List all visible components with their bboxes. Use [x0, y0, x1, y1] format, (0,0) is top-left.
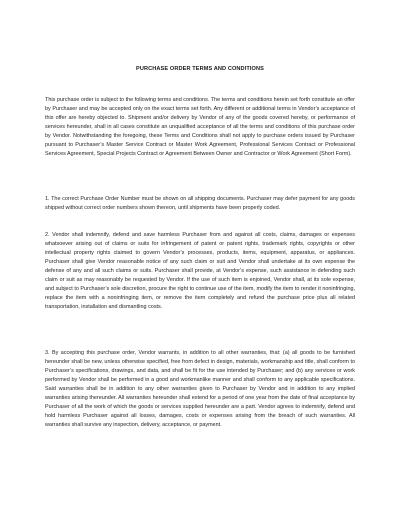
intro-paragraph: This purchase order is subject to the following terms and conditions. The terms and conditions herein set forth constitute an offer by Purchaser and may be accepted only on the exact terms set forth. Any different or additional terms in Vendor’s acceptance of this offer are hereby objected to. Shipment and/or delivery by Vendor of any of the goods covered hereby, or performance of services hereunder, shall in all cases constitute an unqualified acceptance of all the terms and conditions of this purchase order by Vendor. Notwithstanding the foregoing, these Terms and Conditions shall not apply to purchase orders issued by Purchaser pursuant to Purchaser’s Master Service Contract or Master Work Agreement, Professional Services Contract or Professional Services Agreement, Special Projects Contract or Agreement Between Owner and Contractor or Work Agreement (Short Form).	[45, 97, 355, 157]
document-title: PURCHASE ORDER TERMS AND CONDITIONS	[136, 66, 264, 72]
clause-2-paragraph: 2. Vendor shall indemnify, defend and save harmless Purchaser from and against all costs, claims, damages or expenses whatsoever arising out of claims or suits for infringement of patent or patent rights, trademark rights, copyrights or other intellectual property rights claimed to govern Vendor’s processes, products, items, equipment, apparatus, or appliances. Purchaser shall give Vendor reasonable notice of any such claim or suit and Vendor shall undertake at its own expense the defense of any and all such claims or suits. Purchaser shall provide, at Vendor’s expense, such assistance in defending such claim or suit as may reasonably be requested by Vendor. If the use of such item is enjoined, Vendor shall, at its sole expense, and subject to Purchaser’s sole discretion, procure the right to continue use of the item, modify the item to render it noninfringing, replace the item with a noninfringing item, or remove the item completely and refund the purchase price plus all related transportation, installation and dismantling costs.	[45, 232, 355, 310]
clause-1-paragraph: 1. The correct Purchase Order Number must be shown on all shipping documents. Purchaser may defer payment for any goods shipped without correct order numbers shown thereon, until shipments have been properly coded.	[45, 196, 355, 211]
clause-3-paragraph: 3. By accepting this purchase order, Vendor warrants, in addition to all other warranties, that: (a) all goods to be furnished hereunder shall be new, unless otherwise specified, free from defect in design, materials, workmanship and title, shall conform to Purchaser’s specifications, drawings, and data, and shall be fit for the use intended by Purchaser; and (b) any services or work performed by Vendor shall be performed in a good and workmanlike manner and shall conform to any applicable specifications. Said warranties shall be in addition to any other warranties given to Purchaser by Vendor and in addition to any implied warranties arising thereunder. All warranties hereunder shall extend for a period of one year from the date of final acceptance by Purchaser of all the work of which the goods or services supplied hereunder are a part. Vendor agrees to indemnify, defend and hold harmless Purchaser against all losses, damages, costs or expenses arising from the breach of such warranties. All warranties shall survive any inspection, delivery, acceptance, or payment.	[45, 350, 355, 428]
